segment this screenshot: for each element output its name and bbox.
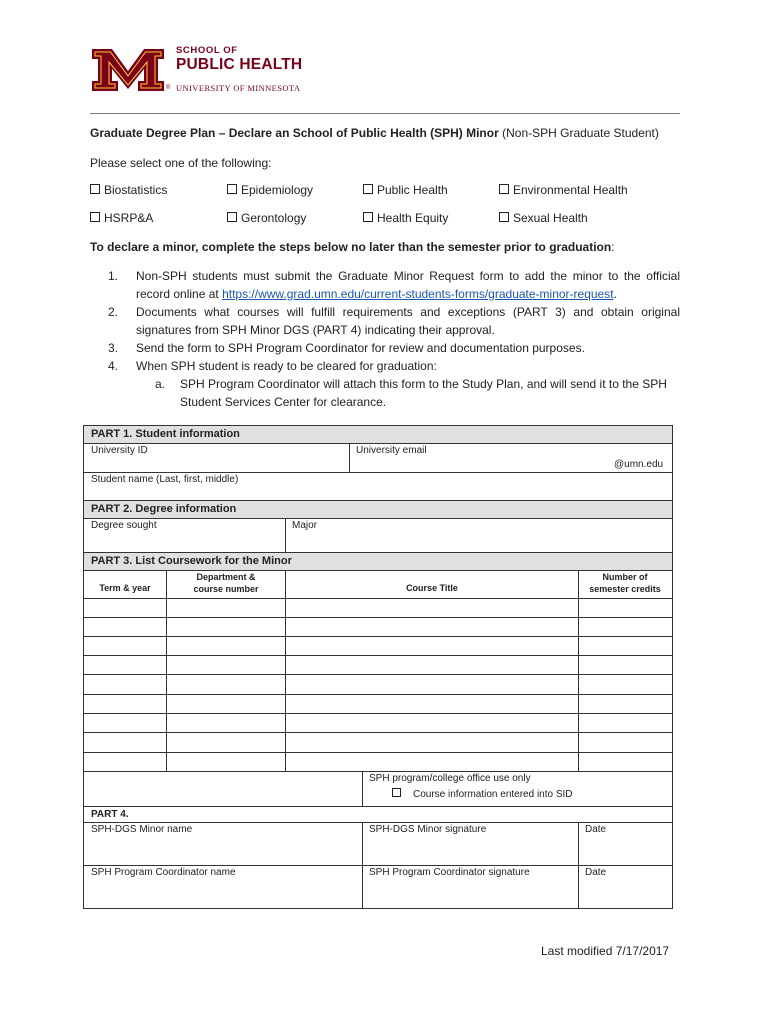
step-1: 1. Non-SPH students must submit the Graduate Minor Request form to add the minor to the official record online at https://www.grad.umn.edu/current-students-forms/graduate-minor-request. [108, 269, 680, 301]
option-environmental-health[interactable] [499, 183, 628, 197]
dgs-date-field[interactable]: Date [585, 824, 607, 835]
coordinator-name-field[interactable]: SPH Program Coordinator name [91, 867, 236, 878]
dgs-signature-field[interactable]: SPH-DGS Minor signature [369, 824, 487, 835]
checkbox-icon[interactable] [392, 788, 401, 797]
checkbox-icon[interactable] [499, 212, 509, 222]
option-label: HSRP&A [104, 211, 154, 225]
part2-header: PART 2. Degree information [84, 501, 672, 518]
coordinator-signature-field[interactable]: SPH Program Coordinator signature [369, 867, 530, 878]
minor-form [83, 425, 673, 909]
student-name-field[interactable]: Student name (Last, first, middle) [91, 474, 239, 485]
degree-sought-field[interactable]: Degree sought [91, 520, 157, 531]
logo-school-of: SCHOOL OF [176, 45, 238, 56]
part1-header: PART 1. Student information [84, 426, 672, 443]
option-label: Biostatistics [104, 183, 168, 197]
part4-header: PART 4. [91, 809, 129, 820]
office-use-label: SPH program/college office use only [369, 773, 531, 784]
col-course-title: Course Title [406, 583, 458, 593]
title-bold: Graduate Degree Plan – Declare an School of Public Health (SPH) Minor [90, 126, 499, 140]
header-divider [90, 113, 680, 114]
step-4a: a. SPH Program Coordinator will attach this form to the Study Plan, and will send it to the SPH Student Services Center for clearance. [155, 377, 667, 409]
option-hsrpa[interactable] [90, 211, 153, 225]
logo-university: UNIVERSITY OF MINNESOTA [176, 83, 301, 93]
declare-heading: To declare a minor, complete the steps below no later than the semester prior to graduation: [90, 240, 615, 254]
select-instruction: Please select one of the following: [90, 156, 272, 170]
last-modified: Last modified 7/17/2017 [541, 944, 670, 958]
page-title [90, 126, 659, 140]
university-id-field[interactable]: University ID [91, 445, 148, 456]
option-gerontology[interactable] [227, 211, 306, 225]
dgs-name-field[interactable]: SPH-DGS Minor name [91, 824, 193, 835]
university-m-logo-icon [90, 47, 166, 93]
checkbox-icon[interactable] [363, 184, 373, 194]
step-4: 4. When SPH student is ready to be cleared for graduation: [108, 359, 437, 373]
steps-list [108, 267, 680, 411]
col-credits: Number of semester credits [589, 572, 661, 594]
checkbox-icon[interactable] [90, 184, 100, 194]
university-email-field[interactable]: University email [356, 445, 427, 456]
grad-minor-request-link[interactable]: https://www.grad.umn.edu/current-students-forms/graduate-minor-request [222, 287, 614, 301]
option-epidemiology[interactable] [227, 183, 313, 197]
step-3: 3. Send the form to SPH Program Coordinator for review and documentation purposes. [108, 341, 585, 355]
checkbox-icon[interactable] [90, 212, 100, 222]
option-label: Health Equity [377, 211, 449, 225]
option-biostatistics[interactable] [90, 183, 167, 197]
office-checkbox[interactable]: Course information entered into SID [392, 788, 573, 800]
part3-header: PART 3. List Coursework for the Minor [84, 553, 672, 570]
option-label: Gerontology [241, 211, 307, 225]
logo-public-health: PUBLIC HEALTH [176, 56, 303, 73]
option-sexual-health[interactable] [499, 211, 588, 225]
email-suffix: @umn.edu [614, 459, 664, 470]
option-label: Environmental Health [513, 183, 628, 197]
coordinator-date-field[interactable]: Date [585, 867, 607, 878]
registered-mark: ® [166, 85, 171, 91]
col-term-year: Term & year [99, 583, 151, 593]
option-public-health[interactable] [363, 183, 448, 197]
checkbox-icon[interactable] [227, 212, 237, 222]
major-field[interactable]: Major [292, 520, 318, 531]
option-label: Sexual Health [513, 211, 588, 225]
checkbox-icon[interactable] [363, 212, 373, 222]
checkbox-icon[interactable] [499, 184, 509, 194]
option-label: Public Health [377, 183, 448, 197]
option-label: Epidemiology [241, 183, 314, 197]
checkbox-icon[interactable] [227, 184, 237, 194]
step-2: 2. Documents what courses will fulfill requirements and exceptions (PART 3) and obtain original signatures from SPH Minor DGS (PART 4) indicating their approval. [108, 305, 680, 337]
title-normal: (Non-SPH Graduate Student) [502, 126, 659, 140]
option-health-equity[interactable] [363, 211, 448, 225]
col-dept: Department & course number [193, 572, 259, 594]
